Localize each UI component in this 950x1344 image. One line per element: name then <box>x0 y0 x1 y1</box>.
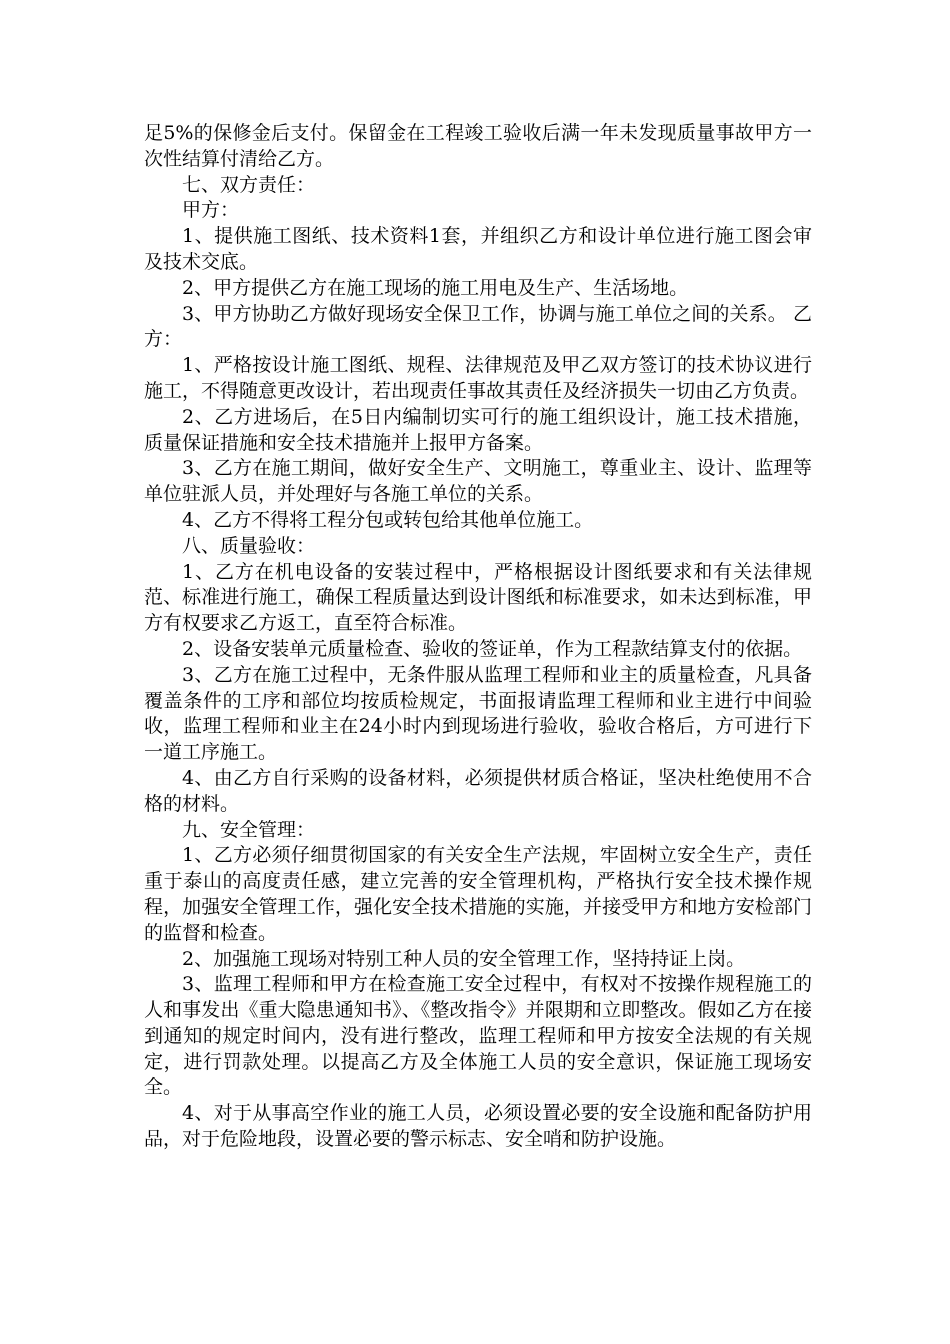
paragraph: 2、甲方提供乙方在施工现场的施工用电及生产、生活场地。 <box>182 276 689 299</box>
paragraph: 3、监理工程师和甲方在检查施工安全过程中，有权对不按操作规程施工的人和事发出《重大隐患通知书》、《整改指令》并限期和立即整改。假如乙方在接到通知的规定时间内，没有进行整改，监理工程师和甲方按安全法规的有关规定，进行罚款处理。以提高乙方及全体施工人员的安全意识，保证施工现场安全。 <box>144 973 812 1099</box>
section-heading-quality: 八、质量验收： <box>182 534 316 557</box>
paragraph: 1、严格按设计施工图纸、规程、法律规范及甲乙双方签订的技术协议进行施工，不得随意更改设计，若出现责任事故其责任及经济损失一切由乙方负责。 <box>144 354 812 402</box>
section-heading-responsibilities: 七、双方责任： <box>182 173 316 196</box>
section-heading-safety: 九、安全管理： <box>182 818 316 841</box>
paragraph: 4、对于从事高空作业的施工人员，必须设置必要的安全设施和配备防护用品，对于危险地段，设置必要的警示标志、安全哨和防护设施。 <box>144 1102 812 1151</box>
paragraph: 4、由乙方自行采购的设备材料，必须提供材质合格证，坚决杜绝使用不合格的材料。 <box>144 766 812 815</box>
paragraph: 3、甲方协助乙方做好现场安全保卫工作，协调与施工单位之间的关系。 乙方： <box>144 302 812 351</box>
party-a-heading: 甲方： <box>182 199 240 222</box>
paragraph: 2、设备安装单元质量检查、验收的签证单，作为工程款结算支付的依据。 <box>182 637 803 660</box>
paragraph: 4、乙方不得将工程分包或转包给其他单位施工。 <box>182 508 594 531</box>
paragraph: 足5%的保修金后支付。保留金在工程竣工验收后满一年未发现质量事故甲方一次性结算付清给乙方。 <box>144 122 812 170</box>
paragraph: 3、乙方在施工过程中，无条件服从监理工程师和业主的质量检查，凡具备覆盖条件的工序和部位均按质检规定，书面报请监理工程师和业主进行中间验收，监理工程师和业主在24小时内到现场进行验收，验收合格后，方可进行下一道工序施工。 <box>144 663 812 764</box>
paragraph: 1、提供施工图纸、技术资料1套，并组织乙方和设计单位进行施工图会审及技术交底。 <box>144 225 812 273</box>
document-page <box>144 121 812 1153</box>
paragraph: 1、乙方在机电设备的安装过程中，严格根据设计图纸要求和有关法律规范、标准进行施工，确保工程质量达到设计图纸和标准要求，如未达到标准，甲方有权要求乙方返工，直至符合标准。 <box>144 560 812 635</box>
paragraph: 1、乙方必须仔细贯彻国家的有关安全生产法规，牢固树立安全生产，责任重于泰山的高度责任感，建立完善的安全管理机构，严格执行安全技术操作规程，加强安全管理工作，强化安全技术措施的实施，并接受甲方和地方安检部门的监督和检查。 <box>144 844 812 944</box>
paragraph: 2、乙方进场后，在5日内编制切实可行的施工组织设计，施工技术措施，质量保证措施和安全技术措施并上报甲方备案。 <box>144 405 812 454</box>
paragraph: 3、乙方在施工期间，做好安全生产、文明施工，尊重业主、设计、监理等单位驻派人员，并处理好与各施工单位的关系。 <box>144 457 812 506</box>
paragraph: 2、加强施工现场对特别工种人员的安全管理工作，坚持持证上岗。 <box>182 947 746 970</box>
